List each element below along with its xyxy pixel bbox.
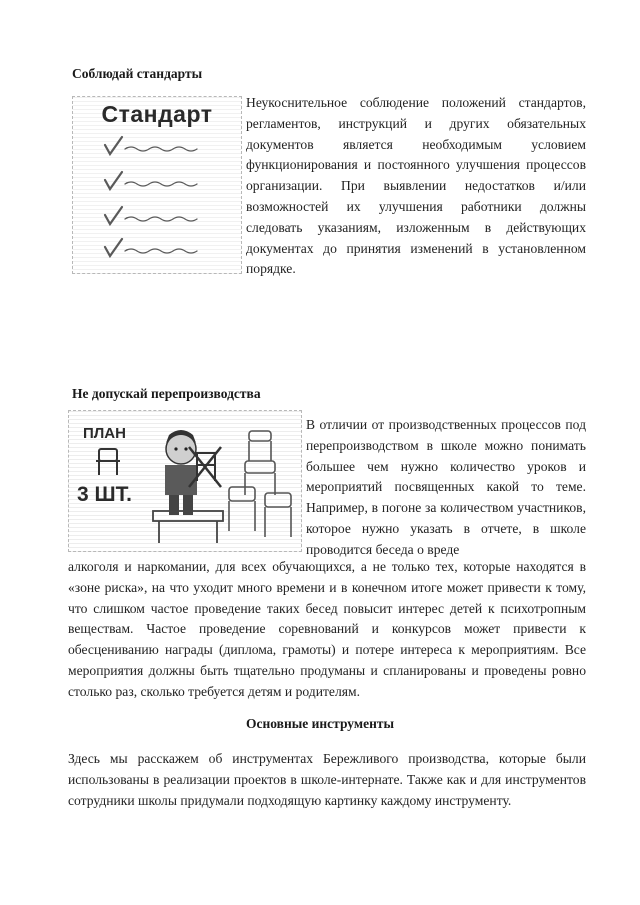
section-heading-standards: Соблюдай стандарты — [72, 66, 203, 81]
quantity-label: 3 ШТ. — [77, 483, 132, 506]
tools-paragraph: Здесь мы расскажем об инструментах Бережливого производства, которые были использованы в реализации проектов в школе-интернате. Также как и для инструментов сотрудники школы придумали подходящую картинку каждому инструменту. — [68, 751, 586, 808]
check-icon — [105, 239, 197, 256]
table-icon — [153, 511, 223, 543]
illustration-title: Стандарт — [101, 101, 213, 127]
overproduction-paragraph-continued: алкоголя и наркомании, для всех обучающихся, а не только тех, которые находятся в «зоне риска», на что уходит много времени и в конечном итоге может привести к тому, что слишком частое проведение таких бесед повысит интерес детей к психотропным веществам. Частое проведение соревнований и конкурсов может привести к обесцениванию награды (диплома, грамоты) и потере интереса к мероприятиям. Все мероприятия должны быть тщательно продуманы и спланированы и проведены ровно столько раз, сколько требуется детям и родителям. — [68, 559, 586, 699]
check-icon — [105, 207, 197, 224]
overproduction-paragraph-intro: В отличии от производственных процессов под перепроизводством в школе можно понимать большее чем нужно количество уроков и мероприятий посвященных какой то теме. Например, в погоне за количеством участников, которое нужно указать в отчете, в школе проводится беседа о вреде — [306, 417, 586, 557]
section-heading-tools: Основные инструменты — [245, 716, 395, 731]
check-icon — [105, 172, 197, 189]
section-heading-overproduction: Не допускай перепроизводства — [72, 386, 261, 401]
stacked-chairs-icon — [229, 431, 291, 537]
chair-icon — [96, 449, 120, 475]
check-icon — [105, 137, 197, 154]
standards-paragraph: Неукоснительное соблюдение положений стандартов, регламентов, инструкций и других обязательных документов является необходимым условием функционирования и постоянного улучшения процессов организации. При выявлении недостатков и/или возможностей их улучшения работники должны следовать указаниям, изложенным в действующих документах до принятия изменений в установленном порядке. — [246, 95, 586, 277]
checklist-graphic — [73, 97, 241, 273]
overproduction-illustration — [68, 410, 302, 552]
student-figure-icon — [165, 430, 197, 515]
standard-checklist-illustration — [72, 96, 242, 274]
plan-label: ПЛАН — [83, 425, 126, 442]
